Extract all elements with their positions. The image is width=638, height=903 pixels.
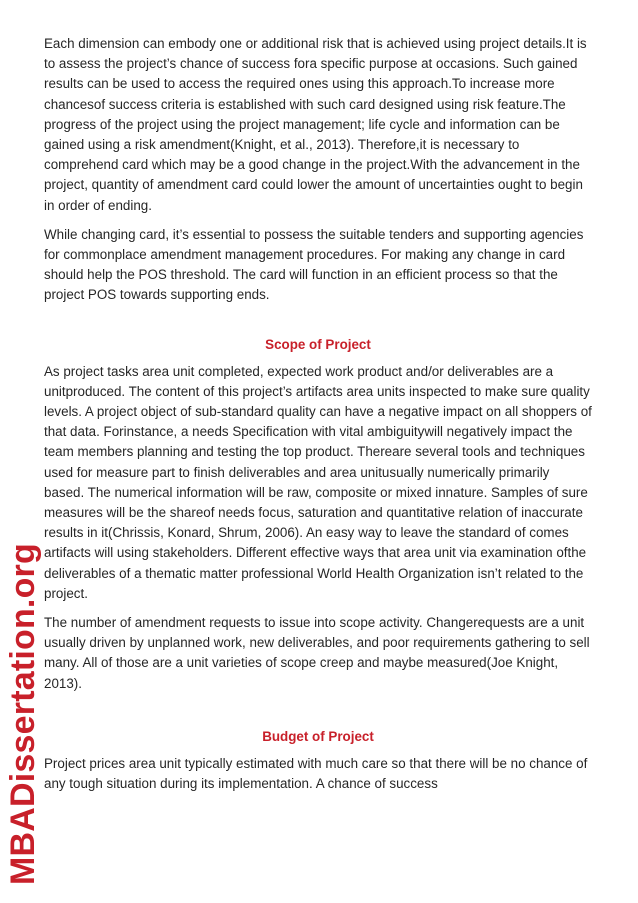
watermark (2, 535, 42, 885)
watermark-text: MBADissertation.org (4, 543, 42, 885)
scope-paragraph-1: As project tasks area unit completed, expected work product and/or deliverables are a unitproduced. The content of this project’s artifacts area units inspected to make sure quality levels. A project object of sub-standard quality can have a negative impact on all shoppers of that data. Forinstance, a needs Specification with vital ambiguitywill negatively impact the team members planning and testing the top product. Thereare several tools and techniques used for measure part to finish deliverables and area unitusually numerically primarily based. The numerical information will be raw, composite or mixed innature. Samples of sure measures will be the shareof needs focus, saturation and quantitative relation of inaccurate results in it(Chrissis, Konard, Shrum, 2006). An easy way to leave the standard of comes artifacts will using stakeholders. Different effective ways that area unit via examination ofthe deliverables of a thematic matter professional World Health Organization isn’t related to the project. (44, 363, 592, 601)
budget-heading: Budget of Project (262, 728, 374, 744)
intro-paragraph-1: Each dimension can embody one or additional risk that is achieved using project details.It is to assess the project’s chance of success fora specific purpose at occasions. Such gained results can be used to access the required ones using this approach.To increase more chancesof success criteria is established with such card designed using risk feature.The progress of the project using the project management; life cycle and information can be gained using a risk amendment(Knight, et al., 2013). Therefore,it is necessary to comprehend card which may be a good change in the project.With the advancement in the project, quantity of amendment card could lower the amount of uncertainties ought to begin in order of ending. (44, 36, 587, 213)
scope-heading: Scope of Project (265, 336, 371, 352)
document-body (44, 34, 592, 803)
budget-paragraph-1: Project prices area unit typically estimated with much care so that there will be no chance of any tough situation during its implementation. A chance of success (44, 755, 588, 792)
intro-paragraph-2: While changing card, it’s essential to possess the suitable tenders and supporting agencies for commonplace amendment management procedures. For making any change in card should help the POS threshold. The card will function in an efficient process so that the project POS towards supporting ends. (44, 226, 584, 303)
scope-paragraph-2: The number of amendment requests to issue into scope activity. Changerequests are a unit usually driven by unplanned work, new deliverables, and poor requirements gathering to sell many. All of those are a unit varieties of scope creep and maybe measured(Joe Knight, 2013). (44, 615, 590, 691)
